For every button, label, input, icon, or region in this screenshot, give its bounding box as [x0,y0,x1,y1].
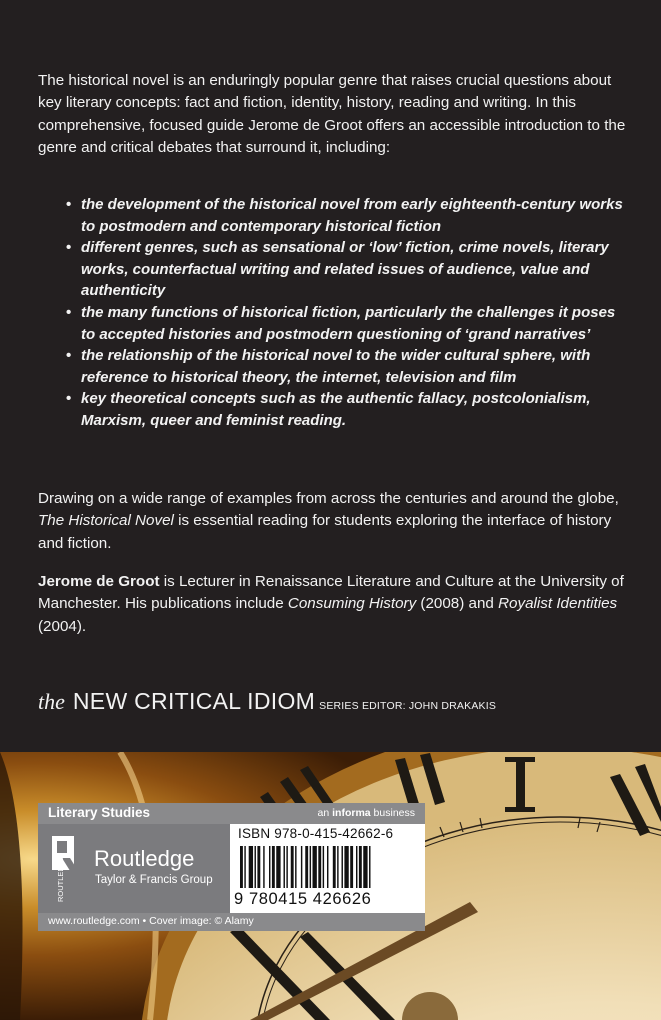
barcode-bar [344,846,348,888]
series-editor: SERIES EDITOR: JOHN DRAKAKIS [319,700,497,712]
isbn-barcode-box [230,824,425,913]
series-name: NEW CRITICAL IDIOM [72,688,316,714]
isbn-label: ISBN 978-0-415-42662-6 [238,826,394,841]
barcode-icon [240,846,415,888]
bullet-icon: • [66,347,72,365]
bullet-icon: • [66,303,72,321]
bullet-icon: • [66,239,72,257]
barcode-bar [301,846,302,888]
bullet-icon: • [66,196,72,213]
barcode-bar [369,846,370,888]
barcode-bar [350,846,353,888]
topic-item: • the many functions of historical fiction, particularly the challenges it poses to accepted histories and postmodern questioning of ‘grand narratives’ [66,303,616,343]
barcode-bar [323,846,324,888]
barcode-bar [263,846,264,888]
publisher-panel [38,803,425,931]
barcode-bar [337,846,338,888]
routledge-logo [38,824,230,913]
barcode-bar [249,846,253,888]
barcode-bar [342,846,343,888]
barcode-bar [359,846,362,888]
barcode-bar [276,846,280,888]
barcode-bar [240,846,243,888]
barcode-bar [333,846,336,888]
publisher-group: Taylor & Francis Group [95,874,213,886]
series-the: the [38,689,65,714]
barcode-bar [313,846,317,888]
barcode-bar [318,846,321,888]
topics-list [66,194,632,432]
category-label: Literary Studies [48,805,151,820]
bullet-icon: • [66,390,72,408]
barcode-bar [286,846,287,888]
series-line [38,688,496,715]
barcode-bar [284,846,285,888]
barcode-bar [255,846,256,888]
barcode-bar [291,846,294,888]
isbn-number: 9 780415 426626 [234,890,372,908]
summary-paragraph: Drawing on a wide range of examples from across the centuries and around the globe, The Historical Novel is essential reading for students exploring the interface of history and fiction. [38,490,619,552]
website-band [38,913,425,931]
barcode-bar [305,846,308,888]
routledge-r-icon [50,834,90,904]
barcode-bar [327,846,328,888]
barcode-bar [295,846,296,888]
author-bio: Jerome de Groot is Lecturer in Renaissance Literature and Culture at the University of Manchester. His publications include Consuming History (2008) and Royalist Identities (2004). [38,573,624,635]
barcode-bar [356,846,357,888]
publisher-name: Routledge [94,846,195,871]
svg-text:ROUTLEDGE: ROUTLEDGE [56,855,65,902]
website-credit: www.routledge.com • Cover image: © Alamy [48,915,254,927]
category-band [38,803,425,824]
informa-label: an informa business [317,807,415,819]
barcode-bar [272,846,275,888]
topic-item: • key theoretical concepts such as the authentic fallacy, postcolonialism, Marxism, queer and feminist reading. [66,390,591,429]
author-name: Jerome de Groot [38,573,160,590]
intro-paragraph: The historical novel is an enduringly popular genre that raises crucial questions about key literary concepts: fact and fiction, identity, history, reading and writing. In this comprehensive, focused guide Jerome de Groot offers an accessible introduction to the genre and critical debates that surround it, including: [38,72,626,157]
topic-item: • the relationship of the historical novel to the wider cultural sphere, with reference to historical theory, the internet, television and film [66,347,591,386]
topic-item: • the development of the historical novel from early eighteenth-century works to postmodern and contemporary historical fiction [66,196,623,235]
barcode-bar [363,846,367,888]
barcode-bar [257,846,260,888]
barcode-bar [310,846,311,888]
book-title: The Historical Novel [38,512,174,530]
topic-item: • different genres, such as sensational or ‘low’ fiction, crime novels, literary works, counterfactual writing and related issues of audience, value and authenticity [66,239,609,300]
barcode-bar [244,846,245,888]
barcode-bar [269,846,270,888]
